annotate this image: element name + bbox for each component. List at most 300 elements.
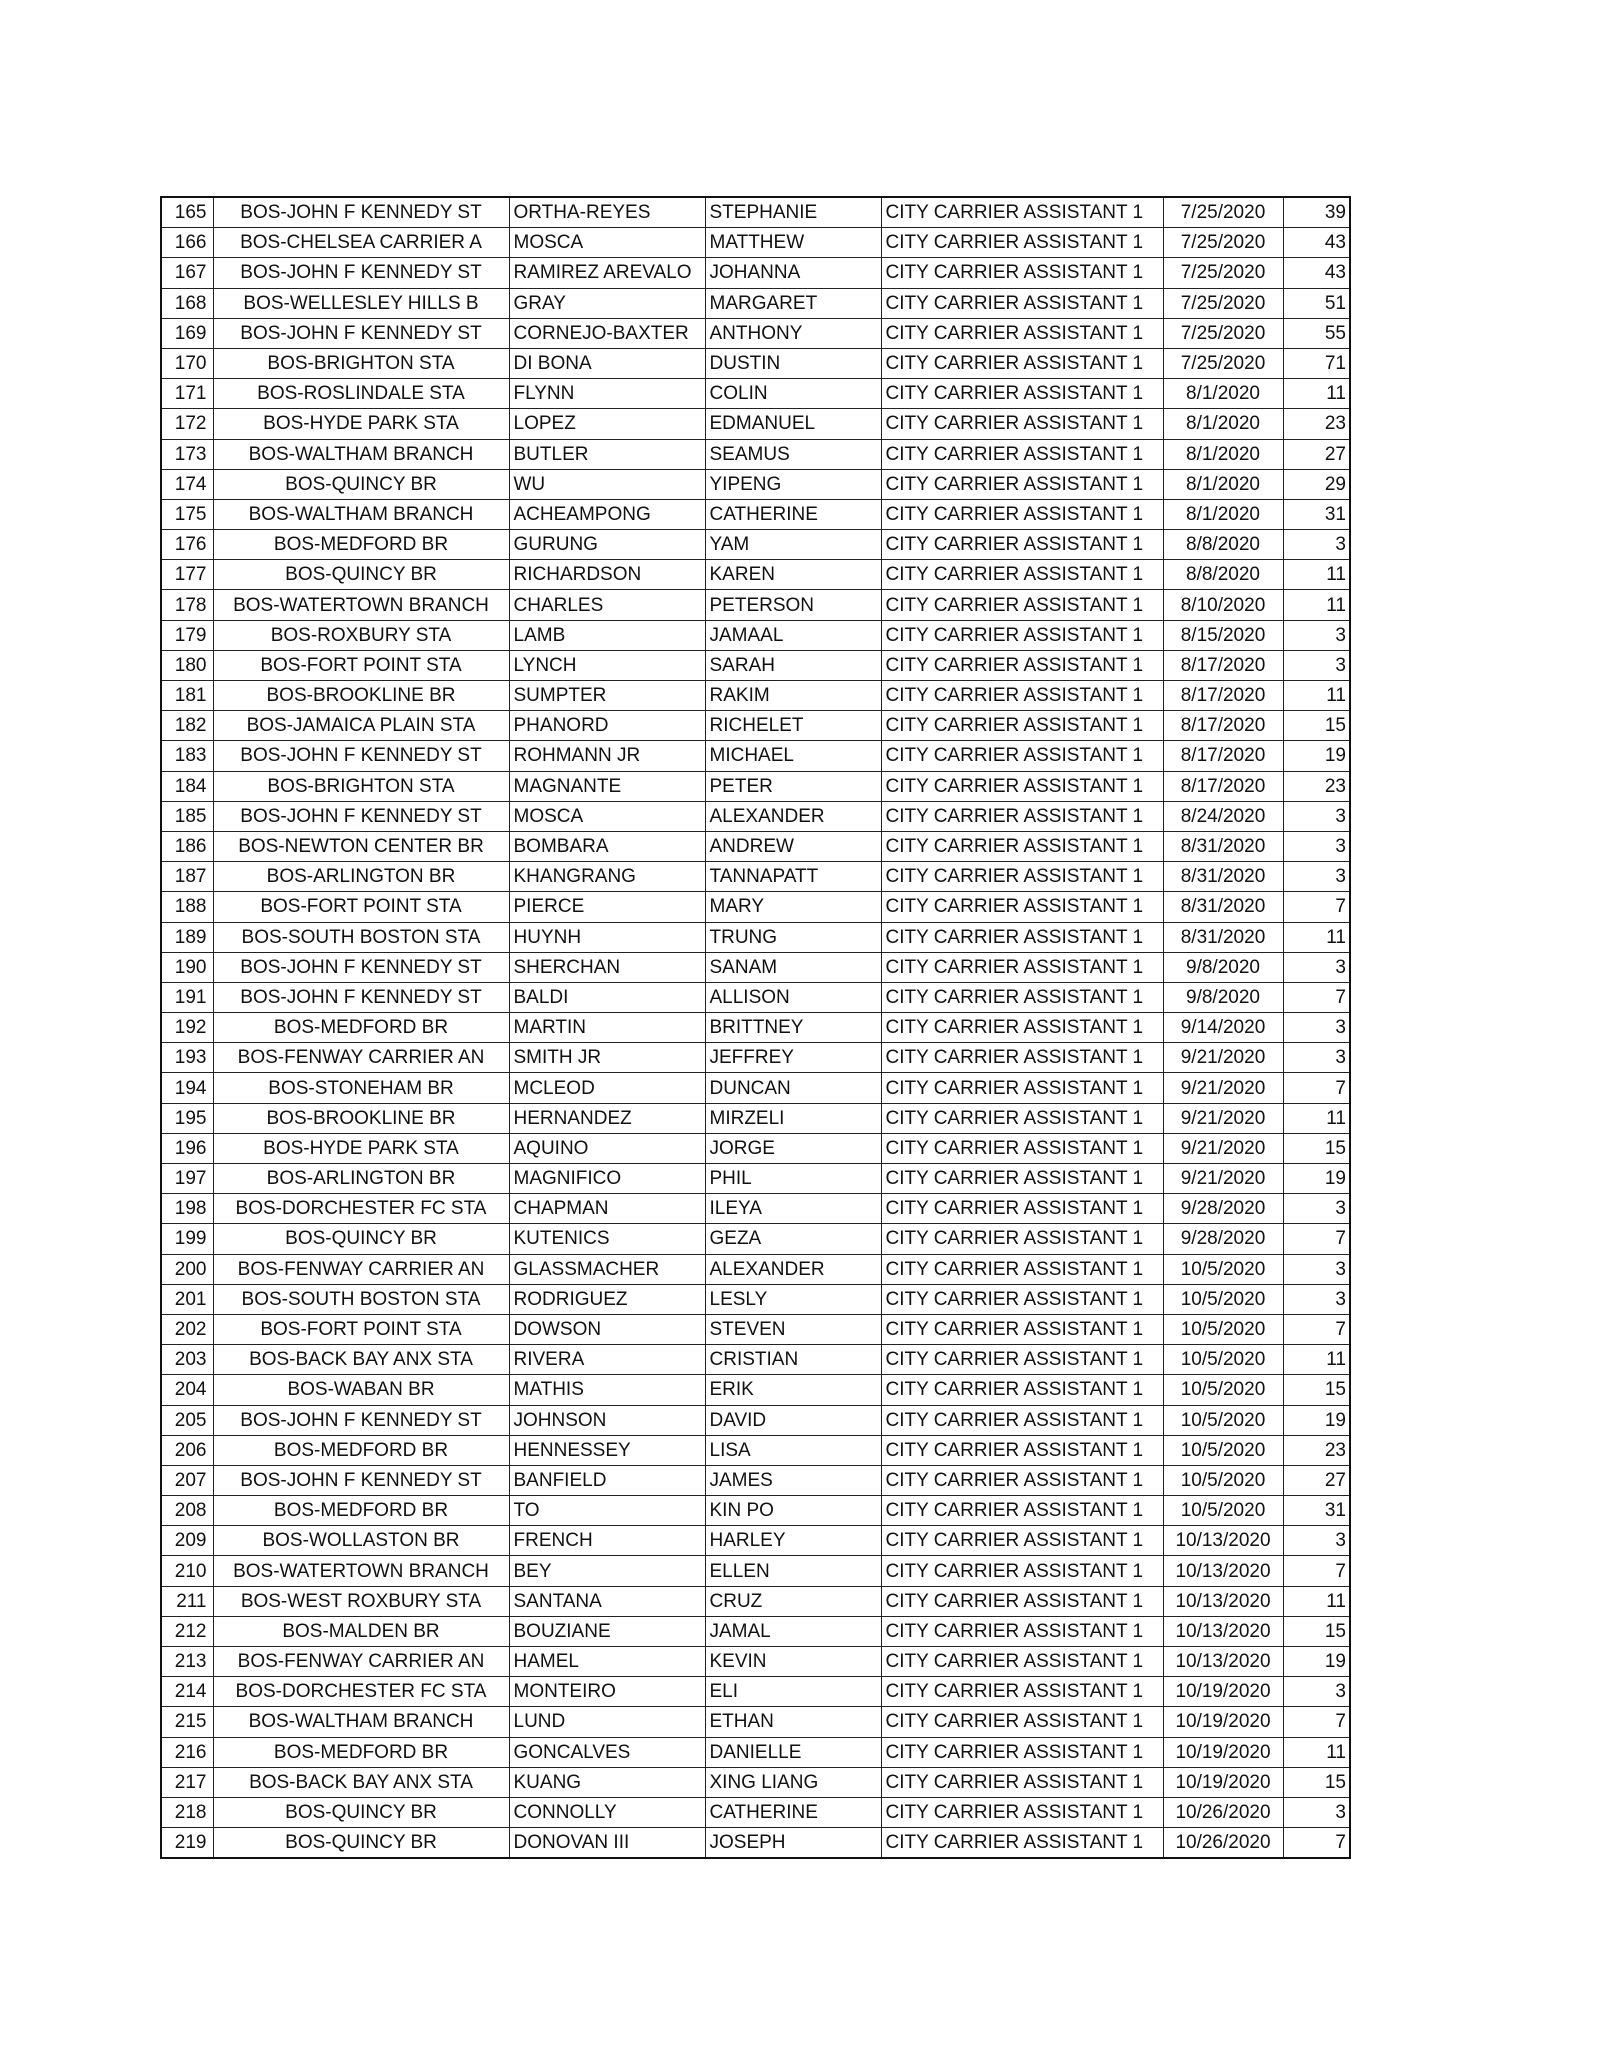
first-name: RAKIM <box>705 681 881 711</box>
rank-value: 23 <box>1283 1435 1350 1465</box>
office-name: BOS-FORT POINT STA <box>213 1314 509 1344</box>
last-name: AQUINO <box>509 1133 705 1163</box>
last-name: ORTHA-REYES <box>509 197 705 228</box>
position-title: CITY CARRIER ASSISTANT 1 <box>881 1314 1163 1344</box>
rank-value: 11 <box>1283 922 1350 952</box>
table-row <box>161 1013 1350 1043</box>
rank-value: 19 <box>1283 1647 1350 1677</box>
rank-value: 3 <box>1283 1677 1350 1707</box>
last-name: ROHMANN JR <box>509 741 705 771</box>
position-title: CITY CARRIER ASSISTANT 1 <box>881 982 1163 1012</box>
row-number: 165 <box>161 197 213 228</box>
date: 9/21/2020 <box>1163 1073 1283 1103</box>
table-row <box>161 318 1350 348</box>
seniority-table <box>160 196 1351 1859</box>
first-name: DUNCAN <box>705 1073 881 1103</box>
position-title: CITY CARRIER ASSISTANT 1 <box>881 560 1163 590</box>
table-row <box>161 892 1350 922</box>
first-name: CRISTIAN <box>705 1345 881 1375</box>
row-number: 199 <box>161 1224 213 1254</box>
date: 9/21/2020 <box>1163 1043 1283 1073</box>
table-row <box>161 741 1350 771</box>
date: 10/5/2020 <box>1163 1284 1283 1314</box>
first-name: SEAMUS <box>705 439 881 469</box>
date: 8/17/2020 <box>1163 741 1283 771</box>
last-name: RAMIREZ AREVALO <box>509 258 705 288</box>
first-name: PETER <box>705 771 881 801</box>
last-name: GRAY <box>509 288 705 318</box>
row-number: 205 <box>161 1405 213 1435</box>
position-title: CITY CARRIER ASSISTANT 1 <box>881 1496 1163 1526</box>
date: 7/25/2020 <box>1163 197 1283 228</box>
table-row <box>161 1103 1350 1133</box>
office-name: BOS-MEDFORD BR <box>213 530 509 560</box>
last-name: WU <box>509 469 705 499</box>
position-title: CITY CARRIER ASSISTANT 1 <box>881 1043 1163 1073</box>
office-name: BOS-BROOKLINE BR <box>213 681 509 711</box>
table-row <box>161 228 1350 258</box>
date: 7/25/2020 <box>1163 318 1283 348</box>
rank-value: 11 <box>1283 379 1350 409</box>
office-name: BOS-WELLESLEY HILLS B <box>213 288 509 318</box>
office-name: BOS-BROOKLINE BR <box>213 1103 509 1133</box>
table-row <box>161 379 1350 409</box>
position-title: CITY CARRIER ASSISTANT 1 <box>881 1254 1163 1284</box>
row-number: 193 <box>161 1043 213 1073</box>
row-number: 204 <box>161 1375 213 1405</box>
rank-value: 23 <box>1283 409 1350 439</box>
rank-value: 55 <box>1283 318 1350 348</box>
office-name: BOS-MEDFORD BR <box>213 1435 509 1465</box>
table-row <box>161 1767 1350 1797</box>
rank-value: 3 <box>1283 1526 1350 1556</box>
position-title: CITY CARRIER ASSISTANT 1 <box>881 1616 1163 1646</box>
position-title: CITY CARRIER ASSISTANT 1 <box>881 1103 1163 1133</box>
office-name: BOS-WATERTOWN BRANCH <box>213 1556 509 1586</box>
position-title: CITY CARRIER ASSISTANT 1 <box>881 1133 1163 1163</box>
row-number: 171 <box>161 379 213 409</box>
date: 8/17/2020 <box>1163 771 1283 801</box>
last-name: GLASSMACHER <box>509 1254 705 1284</box>
position-title: CITY CARRIER ASSISTANT 1 <box>881 1164 1163 1194</box>
last-name: DI BONA <box>509 348 705 378</box>
office-name: BOS-JOHN F KENNEDY ST <box>213 318 509 348</box>
last-name: LYNCH <box>509 650 705 680</box>
first-name: ILEYA <box>705 1194 881 1224</box>
row-number: 190 <box>161 952 213 982</box>
date: 7/25/2020 <box>1163 228 1283 258</box>
first-name: HARLEY <box>705 1526 881 1556</box>
office-name: BOS-STONEHAM BR <box>213 1073 509 1103</box>
position-title: CITY CARRIER ASSISTANT 1 <box>881 1013 1163 1043</box>
office-name: BOS-SOUTH BOSTON STA <box>213 922 509 952</box>
row-number: 197 <box>161 1164 213 1194</box>
office-name: BOS-MEDFORD BR <box>213 1013 509 1043</box>
row-number: 206 <box>161 1435 213 1465</box>
position-title: CITY CARRIER ASSISTANT 1 <box>881 922 1163 952</box>
row-number: 210 <box>161 1556 213 1586</box>
rank-value: 7 <box>1283 1828 1350 1859</box>
row-number: 219 <box>161 1828 213 1859</box>
table-row <box>161 590 1350 620</box>
last-name: LAMB <box>509 620 705 650</box>
row-number: 176 <box>161 530 213 560</box>
rank-value: 19 <box>1283 1405 1350 1435</box>
rank-value: 29 <box>1283 469 1350 499</box>
office-name: BOS-BRIGHTON STA <box>213 348 509 378</box>
row-number: 175 <box>161 499 213 529</box>
date: 8/1/2020 <box>1163 499 1283 529</box>
row-number: 215 <box>161 1707 213 1737</box>
row-number: 202 <box>161 1314 213 1344</box>
date: 10/13/2020 <box>1163 1647 1283 1677</box>
last-name: CHARLES <box>509 590 705 620</box>
date: 7/25/2020 <box>1163 348 1283 378</box>
last-name: ACHEAMPONG <box>509 499 705 529</box>
table-row <box>161 620 1350 650</box>
row-number: 184 <box>161 771 213 801</box>
date: 10/5/2020 <box>1163 1345 1283 1375</box>
last-name: KHANGRANG <box>509 862 705 892</box>
table-row <box>161 1496 1350 1526</box>
table-row <box>161 982 1350 1012</box>
table-row <box>161 1254 1350 1284</box>
row-number: 186 <box>161 831 213 861</box>
row-number: 169 <box>161 318 213 348</box>
last-name: BANFIELD <box>509 1465 705 1495</box>
last-name: MAGNANTE <box>509 771 705 801</box>
position-title: CITY CARRIER ASSISTANT 1 <box>881 318 1163 348</box>
row-number: 173 <box>161 439 213 469</box>
rank-value: 19 <box>1283 1164 1350 1194</box>
rank-value: 3 <box>1283 952 1350 982</box>
date: 10/5/2020 <box>1163 1465 1283 1495</box>
office-name: BOS-JOHN F KENNEDY ST <box>213 801 509 831</box>
row-number: 174 <box>161 469 213 499</box>
last-name: TO <box>509 1496 705 1526</box>
date: 10/19/2020 <box>1163 1767 1283 1797</box>
first-name: PETERSON <box>705 590 881 620</box>
date: 8/1/2020 <box>1163 439 1283 469</box>
position-title: CITY CARRIER ASSISTANT 1 <box>881 1465 1163 1495</box>
last-name: DOWSON <box>509 1314 705 1344</box>
date: 8/31/2020 <box>1163 862 1283 892</box>
position-title: CITY CARRIER ASSISTANT 1 <box>881 681 1163 711</box>
date: 9/8/2020 <box>1163 982 1283 1012</box>
rank-value: 11 <box>1283 1737 1350 1767</box>
row-number: 200 <box>161 1254 213 1284</box>
rank-value: 3 <box>1283 1194 1350 1224</box>
office-name: BOS-FENWAY CARRIER AN <box>213 1647 509 1677</box>
office-name: BOS-FORT POINT STA <box>213 892 509 922</box>
first-name: LESLY <box>705 1284 881 1314</box>
last-name: LOPEZ <box>509 409 705 439</box>
last-name: PHANORD <box>509 711 705 741</box>
date: 8/31/2020 <box>1163 892 1283 922</box>
table-row <box>161 952 1350 982</box>
position-title: CITY CARRIER ASSISTANT 1 <box>881 288 1163 318</box>
table-row <box>161 1707 1350 1737</box>
table-row <box>161 1586 1350 1616</box>
row-number: 187 <box>161 862 213 892</box>
rank-value: 3 <box>1283 801 1350 831</box>
row-number: 170 <box>161 348 213 378</box>
position-title: CITY CARRIER ASSISTANT 1 <box>881 1767 1163 1797</box>
table-row <box>161 499 1350 529</box>
first-name: JAMES <box>705 1465 881 1495</box>
office-name: BOS-FENWAY CARRIER AN <box>213 1043 509 1073</box>
rank-value: 15 <box>1283 1767 1350 1797</box>
row-number: 168 <box>161 288 213 318</box>
first-name: ANDREW <box>705 831 881 861</box>
office-name: BOS-HYDE PARK STA <box>213 1133 509 1163</box>
table-row <box>161 439 1350 469</box>
position-title: CITY CARRIER ASSISTANT 1 <box>881 1435 1163 1465</box>
rank-value: 11 <box>1283 590 1350 620</box>
date: 10/13/2020 <box>1163 1586 1283 1616</box>
position-title: CITY CARRIER ASSISTANT 1 <box>881 711 1163 741</box>
date: 9/21/2020 <box>1163 1133 1283 1163</box>
position-title: CITY CARRIER ASSISTANT 1 <box>881 741 1163 771</box>
position-title: CITY CARRIER ASSISTANT 1 <box>881 1647 1163 1677</box>
row-number: 177 <box>161 560 213 590</box>
first-name: MARY <box>705 892 881 922</box>
table-row <box>161 831 1350 861</box>
first-name: DUSTIN <box>705 348 881 378</box>
first-name: JOHANNA <box>705 258 881 288</box>
position-title: CITY CARRIER ASSISTANT 1 <box>881 892 1163 922</box>
rank-value: 3 <box>1283 862 1350 892</box>
date: 8/10/2020 <box>1163 590 1283 620</box>
table-row <box>161 1556 1350 1586</box>
rank-value: 43 <box>1283 258 1350 288</box>
first-name: GEZA <box>705 1224 881 1254</box>
row-number: 217 <box>161 1767 213 1797</box>
position-title: CITY CARRIER ASSISTANT 1 <box>881 228 1163 258</box>
first-name: TANNAPATT <box>705 862 881 892</box>
last-name: GURUNG <box>509 530 705 560</box>
date: 8/17/2020 <box>1163 650 1283 680</box>
table-row <box>161 348 1350 378</box>
office-name: BOS-FORT POINT STA <box>213 650 509 680</box>
rank-value: 3 <box>1283 831 1350 861</box>
table-row <box>161 1345 1350 1375</box>
position-title: CITY CARRIER ASSISTANT 1 <box>881 1586 1163 1616</box>
last-name: MCLEOD <box>509 1073 705 1103</box>
first-name: ALLISON <box>705 982 881 1012</box>
date: 10/26/2020 <box>1163 1828 1283 1859</box>
row-number: 191 <box>161 982 213 1012</box>
office-name: BOS-MALDEN BR <box>213 1616 509 1646</box>
table-row <box>161 288 1350 318</box>
first-name: EDMANUEL <box>705 409 881 439</box>
position-title: CITY CARRIER ASSISTANT 1 <box>881 1375 1163 1405</box>
last-name: MOSCA <box>509 801 705 831</box>
last-name: RODRIGUEZ <box>509 1284 705 1314</box>
date: 10/19/2020 <box>1163 1677 1283 1707</box>
rank-value: 27 <box>1283 1465 1350 1495</box>
position-title: CITY CARRIER ASSISTANT 1 <box>881 409 1163 439</box>
date: 8/1/2020 <box>1163 379 1283 409</box>
first-name: MARGARET <box>705 288 881 318</box>
table-row <box>161 197 1350 228</box>
date: 8/15/2020 <box>1163 620 1283 650</box>
date: 7/25/2020 <box>1163 258 1283 288</box>
rank-value: 11 <box>1283 1586 1350 1616</box>
table-row <box>161 1133 1350 1163</box>
first-name: ALEXANDER <box>705 801 881 831</box>
office-name: BOS-BACK BAY ANX STA <box>213 1345 509 1375</box>
first-name: RICHELET <box>705 711 881 741</box>
office-name: BOS-ARLINGTON BR <box>213 862 509 892</box>
rank-value: 11 <box>1283 560 1350 590</box>
position-title: CITY CARRIER ASSISTANT 1 <box>881 1526 1163 1556</box>
office-name: BOS-JOHN F KENNEDY ST <box>213 1465 509 1495</box>
office-name: BOS-BACK BAY ANX STA <box>213 1767 509 1797</box>
date: 9/14/2020 <box>1163 1013 1283 1043</box>
table-row <box>161 1647 1350 1677</box>
office-name: BOS-FENWAY CARRIER AN <box>213 1254 509 1284</box>
first-name: JORGE <box>705 1133 881 1163</box>
date: 8/24/2020 <box>1163 801 1283 831</box>
first-name: YIPENG <box>705 469 881 499</box>
first-name: MIRZELI <box>705 1103 881 1133</box>
last-name: MONTEIRO <box>509 1677 705 1707</box>
rank-value: 7 <box>1283 1314 1350 1344</box>
last-name: SANTANA <box>509 1586 705 1616</box>
rank-value: 15 <box>1283 711 1350 741</box>
office-name: BOS-MEDFORD BR <box>213 1737 509 1767</box>
office-name: BOS-BRIGHTON STA <box>213 771 509 801</box>
first-name: JOSEPH <box>705 1828 881 1859</box>
table-row <box>161 650 1350 680</box>
row-number: 196 <box>161 1133 213 1163</box>
first-name: BRITTNEY <box>705 1013 881 1043</box>
rank-value: 31 <box>1283 1496 1350 1526</box>
office-name: BOS-JAMAICA PLAIN STA <box>213 711 509 741</box>
first-name: SANAM <box>705 952 881 982</box>
last-name: DONOVAN III <box>509 1828 705 1859</box>
last-name: SMITH JR <box>509 1043 705 1073</box>
position-title: CITY CARRIER ASSISTANT 1 <box>881 530 1163 560</box>
rank-value: 27 <box>1283 439 1350 469</box>
date: 8/31/2020 <box>1163 831 1283 861</box>
position-title: CITY CARRIER ASSISTANT 1 <box>881 590 1163 620</box>
office-name: BOS-WATERTOWN BRANCH <box>213 590 509 620</box>
table-row <box>161 1405 1350 1435</box>
rank-value: 19 <box>1283 741 1350 771</box>
row-number: 172 <box>161 409 213 439</box>
office-name: BOS-QUINCY BR <box>213 1797 509 1827</box>
seniority-table-page <box>160 196 1349 1859</box>
row-number: 201 <box>161 1284 213 1314</box>
date: 10/19/2020 <box>1163 1737 1283 1767</box>
table-row <box>161 681 1350 711</box>
row-number: 218 <box>161 1797 213 1827</box>
rank-value: 3 <box>1283 1013 1350 1043</box>
row-number: 192 <box>161 1013 213 1043</box>
rank-value: 51 <box>1283 288 1350 318</box>
last-name: KUTENICS <box>509 1224 705 1254</box>
position-title: CITY CARRIER ASSISTANT 1 <box>881 831 1163 861</box>
last-name: PIERCE <box>509 892 705 922</box>
rank-value: 7 <box>1283 1073 1350 1103</box>
date: 9/21/2020 <box>1163 1164 1283 1194</box>
position-title: CITY CARRIER ASSISTANT 1 <box>881 1284 1163 1314</box>
date: 8/8/2020 <box>1163 560 1283 590</box>
last-name: BOMBARA <box>509 831 705 861</box>
office-name: BOS-WALTHAM BRANCH <box>213 439 509 469</box>
last-name: HAMEL <box>509 1647 705 1677</box>
date: 9/28/2020 <box>1163 1194 1283 1224</box>
office-name: BOS-NEWTON CENTER BR <box>213 831 509 861</box>
rank-value: 15 <box>1283 1616 1350 1646</box>
rank-value: 11 <box>1283 1103 1350 1133</box>
first-name: COLIN <box>705 379 881 409</box>
first-name: YAM <box>705 530 881 560</box>
row-number: 179 <box>161 620 213 650</box>
row-number: 194 <box>161 1073 213 1103</box>
first-name: SARAH <box>705 650 881 680</box>
first-name: JAMAAL <box>705 620 881 650</box>
table-row <box>161 1616 1350 1646</box>
office-name: BOS-CHELSEA CARRIER A <box>213 228 509 258</box>
position-title: CITY CARRIER ASSISTANT 1 <box>881 1405 1163 1435</box>
table-row <box>161 922 1350 952</box>
rank-value: 7 <box>1283 982 1350 1012</box>
last-name: JOHNSON <box>509 1405 705 1435</box>
date: 9/28/2020 <box>1163 1224 1283 1254</box>
rank-value: 3 <box>1283 1043 1350 1073</box>
rank-value: 15 <box>1283 1133 1350 1163</box>
last-name: BALDI <box>509 982 705 1012</box>
row-number: 207 <box>161 1465 213 1495</box>
date: 8/1/2020 <box>1163 469 1283 499</box>
first-name: CATHERINE <box>705 499 881 529</box>
first-name: ERIK <box>705 1375 881 1405</box>
position-title: CITY CARRIER ASSISTANT 1 <box>881 771 1163 801</box>
first-name: ETHAN <box>705 1707 881 1737</box>
office-name: BOS-WABAN BR <box>213 1375 509 1405</box>
row-number: 211 <box>161 1586 213 1616</box>
row-number: 182 <box>161 711 213 741</box>
table-row <box>161 560 1350 590</box>
first-name: CRUZ <box>705 1586 881 1616</box>
office-name: BOS-WALTHAM BRANCH <box>213 1707 509 1737</box>
table-row <box>161 862 1350 892</box>
last-name: FRENCH <box>509 1526 705 1556</box>
last-name: KUANG <box>509 1767 705 1797</box>
date: 7/25/2020 <box>1163 288 1283 318</box>
date: 10/13/2020 <box>1163 1556 1283 1586</box>
last-name: BEY <box>509 1556 705 1586</box>
position-title: CITY CARRIER ASSISTANT 1 <box>881 197 1163 228</box>
position-title: CITY CARRIER ASSISTANT 1 <box>881 1737 1163 1767</box>
last-name: CORNEJO-BAXTER <box>509 318 705 348</box>
date: 8/17/2020 <box>1163 711 1283 741</box>
date: 10/5/2020 <box>1163 1405 1283 1435</box>
last-name: MARTIN <box>509 1013 705 1043</box>
first-name: JAMAL <box>705 1616 881 1646</box>
position-title: CITY CARRIER ASSISTANT 1 <box>881 1073 1163 1103</box>
position-title: CITY CARRIER ASSISTANT 1 <box>881 469 1163 499</box>
office-name: BOS-JOHN F KENNEDY ST <box>213 952 509 982</box>
last-name: GONCALVES <box>509 1737 705 1767</box>
last-name: SHERCHAN <box>509 952 705 982</box>
rank-value: 7 <box>1283 1224 1350 1254</box>
table-row <box>161 1314 1350 1344</box>
date: 10/5/2020 <box>1163 1375 1283 1405</box>
